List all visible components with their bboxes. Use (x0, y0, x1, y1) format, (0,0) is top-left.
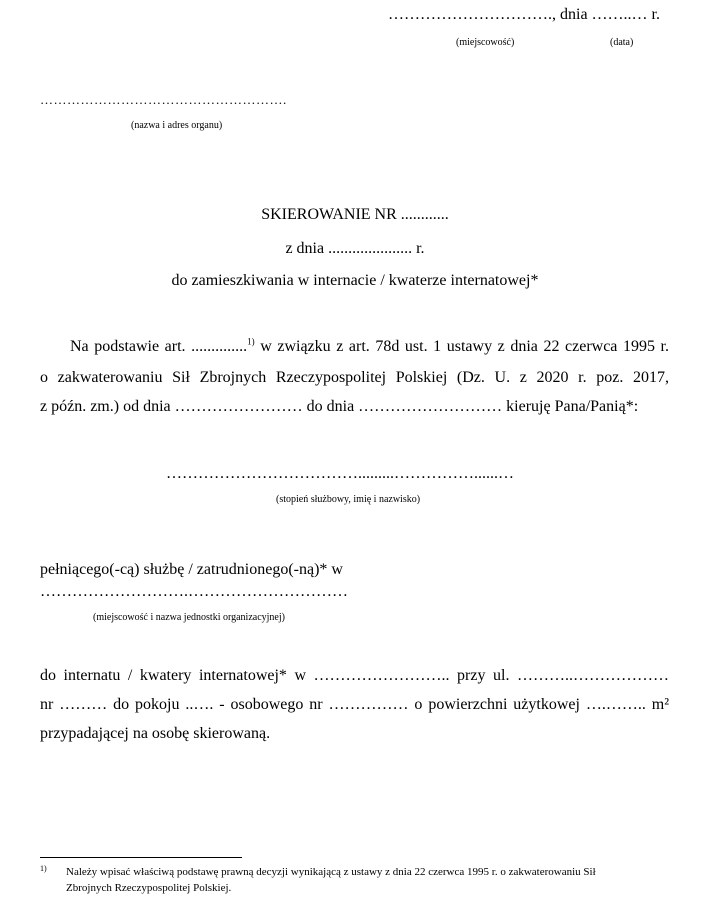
para1-line1-start: Na podstawie art. .............. (70, 338, 248, 355)
organ-line: ………………………………………………. (40, 92, 287, 107)
person-line: ……………………………….........……………......… (166, 465, 514, 482)
footnote-ref: 1) (247, 336, 255, 347)
date-label: (data) (610, 37, 634, 48)
service-line2: ……………………….………………………… (40, 583, 348, 600)
para2-line2: nr ……… do pokoju ..…. - osobowego nr …………… o powierzchni użytkowej ….…….. m² (40, 696, 669, 713)
footnote-separator (40, 857, 242, 858)
para1-line1-end: w związku z art. 78d ust. 1 ustawy z dnia 22 czerwca 1995 r. (254, 338, 670, 355)
footnote-line1: Należy wpisać właściwą podstawę prawną decyzji wynikającą z ustawy z dnia 22 czerwca 1995 r. o zakwaterowaniu Sił (66, 866, 596, 878)
service-line1: pełniącego(-cą) służbę / zatrudnionego(-ną)* w (40, 561, 343, 578)
document-date: z dnia ..................... r. (285, 240, 425, 257)
person-label: (stopień służbowy, imię i nazwisko) (276, 494, 421, 505)
para2-line3: przypadającej na osobę skierowaną. (40, 725, 271, 742)
footnote-line2: Zbrojnych Rzeczypospolitej Polskiej. (66, 882, 232, 894)
para1-line3: z późn. zm.) od dnia …………………… do dnia ……………………… kieruję Pana/Panią*: (40, 398, 639, 415)
para1-line2: o zakwaterowaniu Sił Zbrojnych Rzeczypospolitej Polskiej (Dz. U. z 2020 r. poz. 2017, (40, 369, 669, 386)
para2-line1: do internatu / kwatery internatowej* w …………………….. przy ul. ………..……………… (40, 667, 669, 684)
place-date-line: …………………………., dnia ……..… r. (388, 6, 660, 23)
document-subtitle: do zamieszkiwania w internacie / kwaterze internatowej* (171, 272, 539, 289)
place-label: (miejscowość) (456, 37, 515, 48)
service-label: (miejscowość i nazwa jednostki organizacyjnej) (93, 612, 285, 623)
footnote-marker: 1) (40, 864, 47, 873)
para1-line1 (70, 338, 669, 356)
organ-label: (nazwa i adres organu) (131, 120, 223, 131)
document-title: SKIEROWANIE NR ............ (261, 206, 449, 223)
